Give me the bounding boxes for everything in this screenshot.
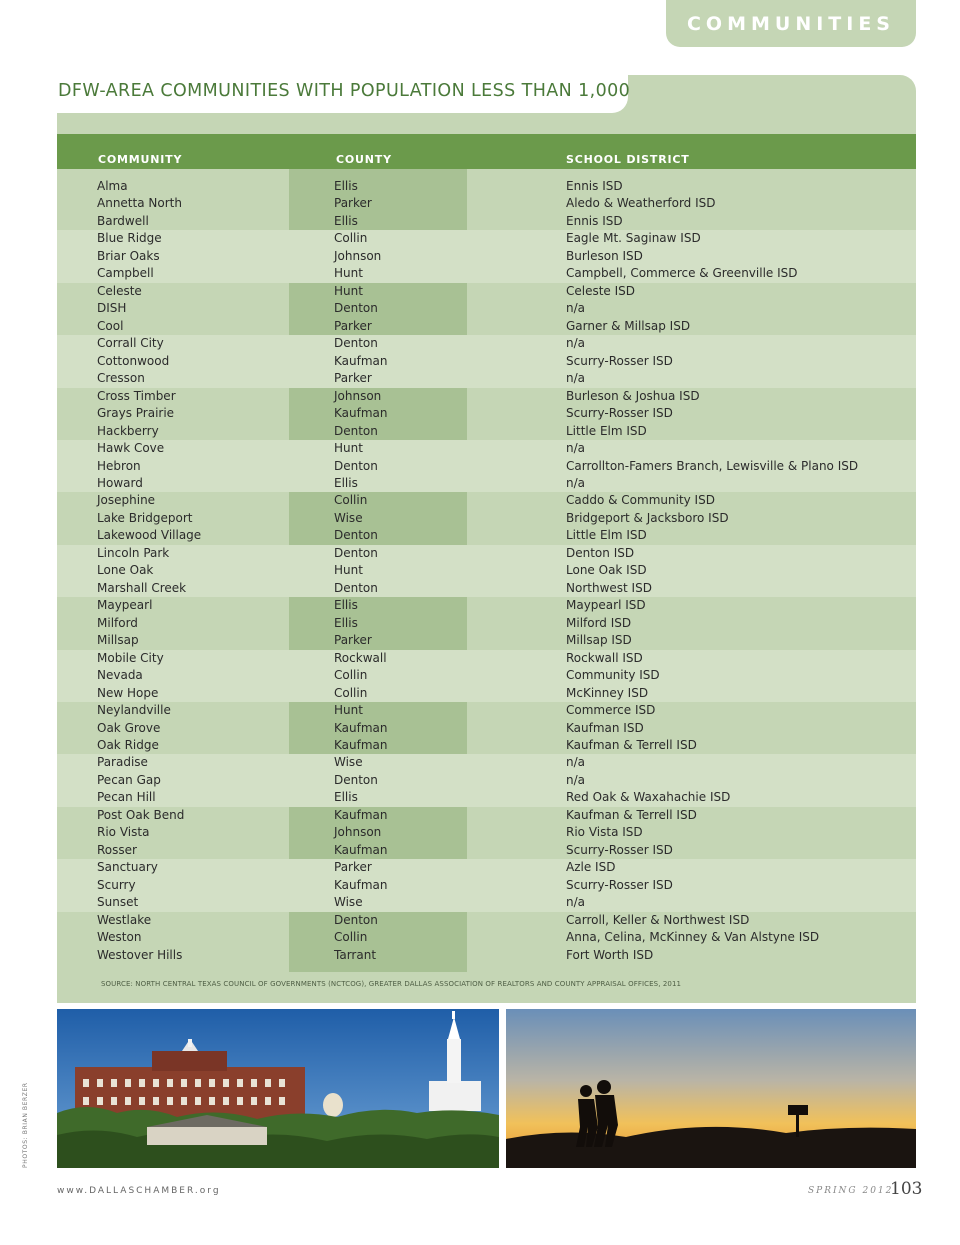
community-cell: Bardwell xyxy=(97,213,149,228)
county-cell: Hunt xyxy=(334,563,363,578)
school-district-cell: Maypearl ISD xyxy=(566,598,646,613)
county-cell: Ellis xyxy=(334,790,358,805)
county-cell: Kaufman xyxy=(334,720,388,735)
school-district-cell: Eagle Mt. Saginaw ISD xyxy=(566,231,701,246)
table-panel xyxy=(57,75,916,1003)
county-cell: Kaufman xyxy=(334,738,388,752)
school-district-cell: Bridgeport & Jacksboro ISD xyxy=(566,510,729,525)
community-cell: Scurry xyxy=(97,877,136,892)
table-row xyxy=(57,370,916,387)
table-row xyxy=(57,877,916,894)
school-district-cell: Rockwall ISD xyxy=(566,650,643,665)
table-row xyxy=(57,562,916,579)
school-district-cell: Celeste ISD xyxy=(566,283,636,298)
table-row xyxy=(57,527,916,544)
county-cell: Kaufman xyxy=(334,842,388,857)
school-district-cell: Little Elm ISD xyxy=(566,423,647,438)
table-row xyxy=(57,213,916,230)
table-row xyxy=(57,632,916,649)
school-district-cell: Kaufman & Terrell ISD xyxy=(566,807,697,822)
county-cell: Hunt xyxy=(334,703,363,718)
table-row xyxy=(57,702,916,719)
community-cell: Josephine xyxy=(97,493,156,508)
campus-photo xyxy=(57,1009,499,1168)
school-district-cell: McKinney ISD xyxy=(566,685,649,700)
joggers-sunset-photo xyxy=(506,1009,916,1168)
community-cell: Campbell xyxy=(97,266,154,281)
county-cell: Hunt xyxy=(334,283,363,298)
footer-issue: SPRING 2012 xyxy=(808,1186,894,1196)
table-row xyxy=(57,754,916,771)
county-cell: Ellis xyxy=(334,475,358,490)
county-cell: Parker xyxy=(334,318,372,333)
table-row xyxy=(57,929,916,946)
header-school-district: SCHOOL DISTRICT xyxy=(566,153,690,166)
school-district-cell: Anna, Celina, McKinney & Van Alstyne ISD xyxy=(566,930,820,945)
community-cell: Paradise xyxy=(97,755,148,770)
community-cell: Cresson xyxy=(97,371,145,386)
school-district-cell: n/a xyxy=(566,475,586,490)
table-row xyxy=(57,388,916,405)
county-cell: Collin xyxy=(334,930,368,945)
school-district-cell: Kaufman ISD xyxy=(566,720,644,735)
school-district-cell: Burleson ISD xyxy=(566,248,643,263)
school-district-cell: Carrollton-Famers Branch, Lewisville & Plano ISD xyxy=(566,458,859,473)
county-cell: Johnson xyxy=(334,248,382,263)
table-row xyxy=(57,300,916,317)
community-cell: Hawk Cove xyxy=(97,441,165,456)
community-cell: Corrall City xyxy=(97,336,164,351)
table-row xyxy=(57,807,916,824)
section-tab xyxy=(666,0,916,47)
community-cell: Cottonwood xyxy=(97,353,170,368)
school-district-cell: n/a xyxy=(566,895,586,910)
county-cell: Collin xyxy=(334,493,368,508)
county-cell: Tarrant xyxy=(334,947,377,962)
table-row xyxy=(57,667,916,684)
school-district-cell: Caddo & Community ISD xyxy=(566,493,715,508)
table-row xyxy=(57,405,916,422)
table-row xyxy=(57,772,916,789)
school-district-cell: Northwest ISD xyxy=(566,580,652,595)
table-row xyxy=(57,265,916,282)
table-row xyxy=(57,912,916,929)
county-cell: Denton xyxy=(334,912,378,927)
table-row xyxy=(57,510,916,527)
county-cell: Ellis xyxy=(334,598,358,613)
table-row xyxy=(57,475,916,492)
county-cell: Wise xyxy=(334,755,363,770)
school-district-cell: Milford ISD xyxy=(566,615,632,630)
community-cell: Celeste xyxy=(97,283,142,298)
community-cell: Blue Ridge xyxy=(97,231,162,246)
county-cell: Collin xyxy=(334,685,368,700)
community-cell: Grays Prairie xyxy=(97,406,175,421)
county-cell: Rockwall xyxy=(334,650,387,665)
school-district-cell: Commerce ISD xyxy=(566,703,656,718)
source-note: SOURCE: NORTH CENTRAL TEXAS COUNCIL OF GOVERNMENTS (NCTCOG), GREATER DALLAS ASSOCIATION OF REALTORS AND COUNTY APPRAISAL OFFICES, 2011 xyxy=(101,980,682,988)
community-cell: Rio Vista xyxy=(97,825,150,840)
county-cell: Ellis xyxy=(334,179,358,193)
school-district-cell: Ennis ISD xyxy=(566,213,623,228)
county-cell: Denton xyxy=(334,301,378,316)
county-cell: Wise xyxy=(334,510,363,525)
school-district-cell: Carroll, Keller & Northwest ISD xyxy=(566,912,750,927)
community-cell: Oak Ridge xyxy=(97,738,159,752)
community-cell: New Hope xyxy=(97,685,159,700)
community-cell: Marshall Creek xyxy=(97,580,187,595)
table-row xyxy=(57,230,916,247)
school-district-cell: n/a xyxy=(566,772,586,787)
county-cell: Parker xyxy=(334,633,372,648)
county-cell: Parker xyxy=(334,371,372,386)
table-row xyxy=(57,545,916,562)
community-cell: Lake Bridgeport xyxy=(97,510,193,525)
table-row xyxy=(57,580,916,597)
community-cell: Sunset xyxy=(97,895,139,910)
community-cell: Millsap xyxy=(97,633,139,648)
section-tab-label: COMMUNITIES xyxy=(686,12,895,35)
county-cell: Collin xyxy=(334,231,368,246)
header-community: COMMUNITY xyxy=(98,153,183,166)
county-cell: Parker xyxy=(334,196,372,211)
community-cell: Nevada xyxy=(97,668,143,683)
community-cell: Maypearl xyxy=(97,598,153,613)
county-cell: Wise xyxy=(334,895,363,910)
table-row xyxy=(57,947,916,964)
county-cell: Hunt xyxy=(334,266,363,281)
table-row xyxy=(57,318,916,335)
school-district-cell: Scurry-Rosser ISD xyxy=(566,877,673,892)
community-cell: Cross Timber xyxy=(97,388,176,403)
community-cell: Howard xyxy=(97,475,143,490)
school-district-cell: Campbell, Commerce & Greenville ISD xyxy=(566,266,798,281)
table-row xyxy=(57,842,916,859)
page-title: DFW-AREA COMMUNITIES WITH POPULATION LESS THAN 1,000 xyxy=(58,81,631,101)
county-cell: Ellis xyxy=(334,615,358,630)
school-district-cell: Burleson & Joshua ISD xyxy=(566,388,700,403)
county-cell: Kaufman xyxy=(334,353,388,368)
school-district-cell: Red Oak & Waxahachie ISD xyxy=(566,790,731,805)
county-cell: Kaufman xyxy=(334,406,388,421)
community-cell: Briar Oaks xyxy=(97,248,160,263)
community-cell: Annetta North xyxy=(97,196,182,211)
school-district-cell: Scurry-Rosser ISD xyxy=(566,406,673,421)
school-district-cell: Community ISD xyxy=(566,668,660,683)
table-row xyxy=(57,458,916,475)
footer-website[interactable]: www.DALLASCHAMBER.org xyxy=(57,1186,221,1196)
school-district-cell: Kaufman & Terrell ISD xyxy=(566,738,697,752)
table-row xyxy=(57,283,916,300)
table-row xyxy=(57,737,916,754)
community-cell: Rosser xyxy=(97,842,137,857)
table-row xyxy=(57,178,916,195)
county-cell: Kaufman xyxy=(334,807,388,822)
county-cell: Denton xyxy=(334,423,378,438)
community-cell: Milford xyxy=(97,615,138,630)
school-district-cell: n/a xyxy=(566,441,586,456)
community-cell: Pecan Gap xyxy=(97,772,161,787)
table-row xyxy=(57,195,916,212)
table-row xyxy=(57,789,916,806)
community-cell: Oak Grove xyxy=(97,720,161,735)
community-cell: Mobile City xyxy=(97,650,164,665)
table-row xyxy=(57,423,916,440)
community-cell: Sanctuary xyxy=(97,860,158,875)
table-row xyxy=(57,440,916,457)
school-district-cell: Millsap ISD xyxy=(566,633,632,648)
school-district-cell: n/a xyxy=(566,336,586,351)
table-row xyxy=(57,615,916,632)
community-cell: Westover Hills xyxy=(97,947,183,962)
school-district-cell: Lone Oak ISD xyxy=(566,563,647,578)
community-cell: Neylandville xyxy=(97,703,171,718)
community-cell: Post Oak Bend xyxy=(97,807,185,822)
community-cell: Lakewood Village xyxy=(97,528,202,543)
table-row xyxy=(57,894,916,911)
table-header xyxy=(57,134,916,169)
community-cell: Westlake xyxy=(97,912,152,927)
county-cell: Kaufman xyxy=(334,877,388,892)
school-district-cell: Aledo & Weatherford ISD xyxy=(566,196,716,211)
table-row xyxy=(57,650,916,667)
school-district-cell: Rio Vista ISD xyxy=(566,825,643,840)
county-cell: Hunt xyxy=(334,441,363,456)
photo-credit: PHOTOS: BRIAN BERZER xyxy=(22,1082,29,1168)
table-row xyxy=(57,597,916,614)
county-cell: Denton xyxy=(334,528,378,543)
table-row xyxy=(57,859,916,876)
table-row xyxy=(57,353,916,370)
school-district-cell: Ennis ISD xyxy=(566,179,623,193)
school-district-cell: Garner & Millsap ISD xyxy=(566,318,691,333)
table-body xyxy=(57,178,916,964)
community-cell: DISH xyxy=(97,301,127,316)
county-cell: Denton xyxy=(334,772,378,787)
county-cell: Denton xyxy=(334,580,378,595)
table-row xyxy=(57,492,916,509)
school-district-cell: n/a xyxy=(566,301,586,316)
community-cell: Pecan Hill xyxy=(97,790,156,805)
county-cell: Denton xyxy=(334,336,378,351)
community-cell: Alma xyxy=(97,179,128,193)
table-row xyxy=(57,824,916,841)
table-row xyxy=(57,685,916,702)
title-box xyxy=(57,75,631,113)
header-county: COUNTY xyxy=(336,153,392,166)
school-district-cell: Denton ISD xyxy=(566,545,635,560)
school-district-cell: Scurry-Rosser ISD xyxy=(566,353,673,368)
school-district-cell: Fort Worth ISD xyxy=(566,947,654,962)
school-district-cell: n/a xyxy=(566,755,586,770)
school-district-cell: Scurry-Rosser ISD xyxy=(566,842,673,857)
county-cell: Johnson xyxy=(334,825,382,840)
community-cell: Cool xyxy=(97,318,124,333)
table-row xyxy=(57,248,916,265)
community-cell: Hackberry xyxy=(97,423,159,438)
county-cell: Parker xyxy=(334,860,372,875)
school-district-cell: Azle ISD xyxy=(566,860,616,875)
school-district-cell: n/a xyxy=(566,371,586,386)
county-cell: Ellis xyxy=(334,213,358,228)
county-cell: Denton xyxy=(334,458,378,473)
county-cell: Johnson xyxy=(334,388,382,403)
community-cell: Lone Oak xyxy=(97,563,154,578)
community-cell: Hebron xyxy=(97,458,141,473)
school-district-cell: Little Elm ISD xyxy=(566,528,647,543)
community-cell: Weston xyxy=(97,930,142,945)
county-cell: Collin xyxy=(334,668,368,683)
table-row xyxy=(57,335,916,352)
page-number: 103 xyxy=(890,1179,923,1199)
county-cell: Denton xyxy=(334,545,378,560)
table-row xyxy=(57,720,916,737)
community-cell: Lincoln Park xyxy=(97,545,170,560)
